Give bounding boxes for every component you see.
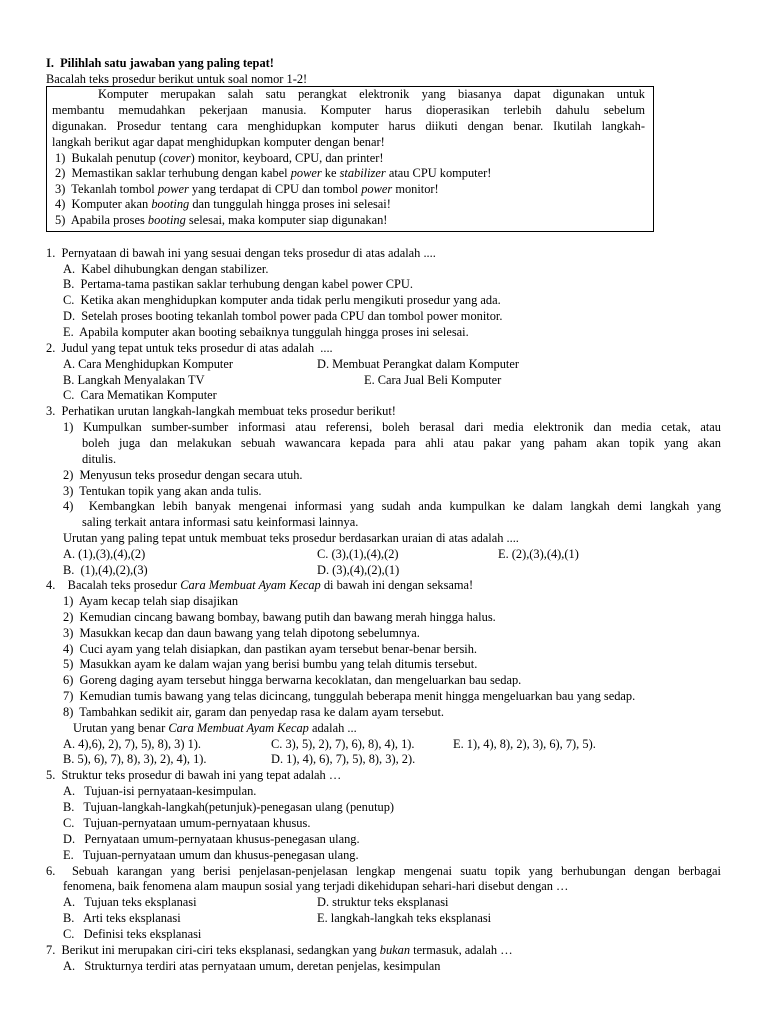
q5-option-a: A. Tujuan-isi pernyataan-kesimpulan.	[63, 784, 257, 798]
q5-option-e: E. Tujuan-pernyataan umum dan khusus-penegasan ulang.	[63, 848, 359, 862]
q3-item-3: 3) Tentukan topik yang akan anda tulis.	[63, 484, 262, 498]
box-paragraph-line: digunakan. Prosedur tentang cara menghidupkan komputer harus diikuti dengan benar. Ikutilah langkah-	[52, 119, 645, 133]
q5-option-b: B. Tujuan-langkah-langkah(petunjuk)-penegasan ulang (penutup)	[63, 800, 395, 814]
q1-option-d: D. Setelah proses booting tekanlah tombol power pada CPU dan tombol power monitor.	[63, 309, 503, 323]
q5-option-d: D. Pernyataan umum-pernyataan khusus-penegasan ulang.	[63, 832, 360, 846]
q3-item-2: 2) Menyusun teks prosedur dengan secara utuh.	[63, 468, 303, 482]
q4-item-4: 4) Cuci ayam yang telah disiapkan, dan pastikan ayam tersebut benar-benar bersih.	[63, 642, 478, 656]
q6-option-a: A. Tujuan teks eksplanasi	[63, 895, 197, 909]
q3-option-c: C. (3),(1),(4),(2)	[317, 547, 399, 561]
q3-option-e: E. (2),(3),(4),(1)	[498, 547, 579, 561]
q6-option-b: B. Arti teks eksplanasi	[63, 911, 181, 925]
box-step-5: 5) Apabila proses booting selesai, maka komputer siap digunakan!	[55, 213, 388, 227]
q7-option-a: A. Strukturnya terdiri atas pernyataan umum, deretan penjelas, kesimpulan	[63, 959, 441, 973]
q1-option-a: A. Kabel dihubungkan dengan stabilizer.	[63, 262, 269, 276]
q4-item-7: 7) Kemudian tumis bawang yang telas dicincang, tunggulah beberapa menit hingga mengeluarkan bau yang sedap.	[63, 689, 636, 703]
box-paragraph-line: langkah berikut agar dapat menghidupkan komputer dengan benar!	[52, 135, 385, 149]
question-5-stem: 5. Struktur teks prosedur di bawah ini yang tepat adalah …	[46, 768, 342, 782]
q4-option-d: D. 1), 4), 6), 7), 5), 8), 3), 2).	[271, 752, 416, 766]
question-7-stem: 7. Berikut ini merupakan ciri-ciri teks eksplanasi, sedangkan yang bukan termasuk, adalah …	[46, 943, 513, 957]
q4-question: Urutan yang benar Cara Membuat Ayam Kecap adalah ...	[73, 721, 357, 735]
q4-item-8: 8) Tambahkan sedikit air, garam dan penyedap rasa ke dalam ayam tersebut.	[63, 705, 444, 719]
q1-option-e: E. Apabila komputer akan booting sebaiknya tunggulah hingga proses ini selesai.	[63, 325, 469, 339]
question-2-stem: 2. Judul yang tepat untuk teks prosedur di atas adalah ....	[46, 341, 333, 355]
q2-option-b: B. Langkah Menyalakan TV	[63, 373, 205, 387]
q3-item-4-cont: saling terkait antara informasi satu keinformasi lainnya.	[82, 515, 359, 529]
section-title: I. Pilihlah satu jawaban yang paling tepat!	[46, 56, 274, 70]
q4-item-1: 1) Ayam kecap telah siap disajikan	[63, 594, 239, 608]
q2-option-a: A. Cara Menghidupkan Komputer	[63, 357, 233, 371]
q2-option-d: D. Membuat Perangkat dalam Komputer	[317, 357, 519, 371]
box-step-4: 4) Komputer akan booting dan tunggulah hingga proses ini selesai!	[55, 197, 391, 211]
box-paragraph-line: membantu memudahkan pekerjaan manusia. Komputer harus dioperasikan terlebih dahulu sebelum	[52, 103, 645, 117]
q3-option-d: D. (3),(4),(2),(1)	[317, 563, 400, 577]
q1-option-c: C. Ketika akan menghidupkan komputer anda tidak perlu mengikuti prosedur yang ada.	[63, 293, 501, 307]
box-step-3: 3) Tekanlah tombol power yang terdapat di CPU dan tombol power monitor!	[55, 182, 439, 196]
q6-option-c: C. Definisi teks eksplanasi	[63, 927, 202, 941]
q3-item-1-cont: boleh juga dan melakukan sebuah wawancara kepada para ahli atau pakar yang paham akan topik yang akan	[82, 436, 721, 450]
box-paragraph-line: Komputer merupakan salah satu perangkat elektronik yang biasanya dapat digunakan untuk	[98, 87, 645, 101]
q4-option-c: C. 3), 5), 2), 7), 6), 8), 4), 1).	[271, 737, 415, 751]
q1-option-b: B. Pertama-tama pastikan saklar terhubung dengan kabel power CPU.	[63, 277, 413, 291]
question-4-stem: 4. Bacalah teks prosedur Cara Membuat Ayam Kecap di bawah ini dengan seksama!	[46, 578, 474, 592]
q5-option-c: C. Tujuan-pernyataan umum-pernyataan khusus.	[63, 816, 311, 830]
question-1-stem: 1. Pernyataan di bawah ini yang sesuai dengan teks prosedur di atas adalah ....	[46, 246, 436, 260]
q4-option-b: B. 5), 6), 7), 8), 3), 2), 4), 1).	[63, 752, 207, 766]
q3-item-1: 1) Kumpulkan sumber-sumber informasi atau referensi, boleh berasal dari media elektronik dan media cetak, atau	[63, 420, 721, 434]
q4-item-5: 5) Masukkan ayam ke dalam wajan yang berisi bumbu yang telah ditumis tersebut.	[63, 657, 478, 671]
q6-option-d: D. struktur teks eksplanasi	[317, 895, 449, 909]
q3-option-a: A. (1),(3),(4),(2)	[63, 547, 146, 561]
box-step-1: 1) Bukalah penutup (cover) monitor, keyboard, CPU, dan printer!	[55, 151, 384, 165]
reading-instruction: Bacalah teks prosedur berikut untuk soal nomor 1-2!	[46, 72, 308, 86]
q4-item-6: 6) Goreng daging ayam tersebut hingga berwarna kecoklatan, dan mengeluarkan bau sedap.	[63, 673, 522, 687]
q4-option-e: E. 1), 4), 8), 2), 3), 6), 7), 5).	[453, 737, 596, 751]
q4-item-3: 3) Masukkan kecap dan daun bawang yang telah dipotong sebelumnya.	[63, 626, 420, 640]
question-6-stem: 6. Sebuah karangan yang berisi penjelasan-penjelasan lengkap mengenai suatu topik yang berhubungan dengan berbagai	[46, 864, 721, 878]
box-step-2: 2) Memastikan saklar terhubung dengan kabel power ke stabilizer atau CPU komputer!	[55, 166, 492, 180]
q6-option-e: E. langkah-langkah teks eksplanasi	[317, 911, 492, 925]
q3-question: Urutan yang paling tepat untuk membuat teks prosedur berdasarkan uraian di atas adalah ....	[63, 531, 519, 545]
q2-option-e: E. Cara Jual Beli Komputer	[364, 373, 502, 387]
q4-option-a: A. 4),6), 2), 7), 5), 8), 3) 1).	[63, 737, 201, 751]
q3-item-4: 4) Kembangkan lebih banyak mengenai informasi yang sudah anda kumpulkan ke dalam langkah demi langkah yang	[63, 499, 721, 513]
q2-option-c: C. Cara Mematikan Komputer	[63, 388, 217, 402]
question-6-stem-cont: fenomena, baik fenomena alam maupun sosial yang terjadi dikehidupan sehari-hari disebut dengan …	[63, 879, 569, 893]
q4-item-2: 2) Kemudian cincang bawang bombay, bawang putih dan bawang merah hingga halus.	[63, 610, 496, 624]
q3-item-1-cont: ditulis.	[82, 452, 117, 466]
question-3-stem: 3. Perhatikan urutan langkah-langkah membuat teks prosedur berikut!	[46, 404, 396, 418]
q3-option-b: B. (1),(4),(2),(3)	[63, 563, 148, 577]
